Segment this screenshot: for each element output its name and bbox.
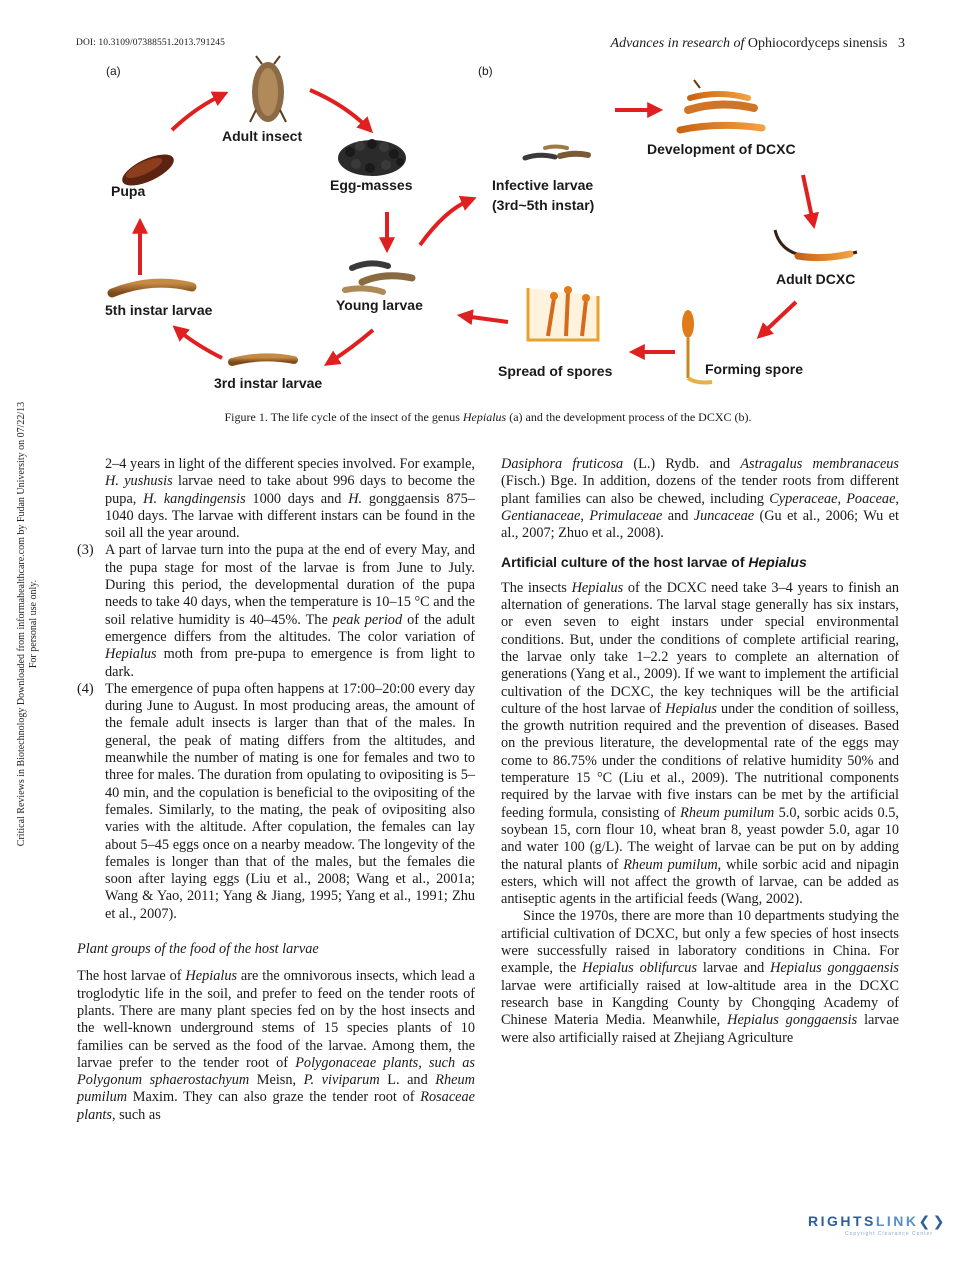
text-segment: and xyxy=(662,507,694,524)
journal-title-italic: Advances in research of xyxy=(610,36,745,51)
figure-caption: Figure 1. The life cycle of the insect of the genus Hepialus (a) and the development process of the DCXC (b). xyxy=(224,410,752,424)
text-segment: Rheum pumilum xyxy=(680,804,775,821)
fifth-instar-larva-icon xyxy=(112,283,192,293)
download-notice-line1: Critical Reviews in Biotechnology Downloaded from informahealthcare.com by Fudan University on 07/22/13 xyxy=(16,401,27,847)
text-segment: larvae need to take about 996 days to become the pupa, xyxy=(105,473,475,507)
young-larvae-icon xyxy=(345,263,412,292)
text-segment: of the DCXC need take 3–4 years to finish an alternation of generations. The larval stage generally has six instars, or even seven to eight instars under special environmental conditions. But, under the conditions of complete artificial rearing, the larvae only take 1–2.2 years to complete an alternation of generations (Yang et al., 2009). If we want to implement the artificial cultivation of the DCXC, the key techniques will be the artificial culture of the host larvae of xyxy=(501,579,899,717)
artificial-culture-paragraph-2 xyxy=(501,908,899,1046)
text-segment: H. yushusis xyxy=(105,473,173,490)
text-segment: Rosaceae plants xyxy=(77,1089,475,1123)
adult-dcxc-icon xyxy=(775,230,857,258)
page-number: 3 xyxy=(898,36,905,51)
arrow-adult-to-forming xyxy=(762,302,796,334)
text-segment: P. viviparum xyxy=(303,1072,380,1089)
young-larvae-label: Young larvae xyxy=(336,297,423,313)
arrow-young-to-infective xyxy=(420,200,470,245)
download-notice xyxy=(16,364,40,884)
arrow-young-to-third xyxy=(330,330,373,362)
fifth-instar-label: 5th instar larvae xyxy=(105,302,213,318)
list-item-3: (3) A part of larvae turn into the pupa at the end of every May, and the pupa stage for most of the larvae is from June to July. During this period, the developmental duration of the pupa needs to take 40 days, when the temperature is 10–15 °C and the soil relative humidity is 40–45%. The peak period of the adult emergence differs from the altitudes. The color variation of Hepialus moth from pre-pupa to emergence is from light to dark. xyxy=(77,542,476,680)
egg-mass-icon xyxy=(338,139,406,176)
arrow-spread-to-young xyxy=(464,316,508,322)
text-segment: H. kangdingensis xyxy=(143,490,246,507)
text-segment: , xyxy=(837,490,847,507)
text-segment: Hepialus xyxy=(665,700,717,717)
third-instar-larva-icon xyxy=(232,357,294,362)
text-segment: of the adult emergence differs from the altitudes. The color variation of xyxy=(105,611,476,645)
text-segment: Juncaceae xyxy=(693,507,755,524)
text-segment: Hepialus oblifurcus xyxy=(582,960,698,977)
list-item-4: (4) The emergence of pupa often happens at 17:00–20:00 every day during June to August. In most producing areas, the amount of the female adult insects is larger than that of the males. In general, the peak of mating differs from the altitudes, and meanwhile the number of mating is one for females and two to three for males. The duration from opulating to ovipositing is 5–40 min, and the copulation is beneficial to the ovipositing of the females. Similarly, to the mating, the peak of ovipositing also varies with the altitude. After copulation, the females can lay about 5–45 eggs once on a nearby meadow. The longevity of the females is longer than that of the males, but the females die soon after laying eggs (Liu et al., 2008; Wang et al., 2001a; Wang & Yao, 2011; Yang & Jiang, 1995; Yang et al., 1991; Zhu et al., 2007). xyxy=(77,680,475,922)
text-segment: Hepialus gonggaensis xyxy=(727,1012,858,1029)
text-segment: Maxim. They can also graze the tender root of xyxy=(127,1089,421,1106)
adult-insect-label: Adult insect xyxy=(222,128,303,144)
text-segment: Meisn, xyxy=(249,1072,304,1089)
text-segment: The emergence of pupa often happens at 17:00–20:00 every day during June to August. In most producing areas, the amount of the female adult insects is larger than that of the males. In general, the peak of mating differs from the altitudes, and meanwhile the number of mating is one for females and two to three for males. The duration from opulating to ovipositing is 5–40 min, and the copulation is beneficial to the ovipositing of the females. Similarly, to the mating, the peak of ovipositing also varies with the altitude. After copulation, the females can lay about 5–45 eggs once on a nearby meadow. The longevity of the females is longer than that of the males, but the females die soon after laying eggs (Liu et al., 2008; Wang et al., 2001a; Wang & Yao, 2011; Yang & Jiang, 1995; Yang et al., 1991; Zhu et al., 2007). xyxy=(105,680,475,922)
spread-spores-label: Spread of spores xyxy=(498,363,613,379)
arrow-third-to-fifth xyxy=(178,330,222,358)
left-column xyxy=(77,456,475,1124)
text-segment: Hepialus gonggaensis xyxy=(770,960,899,977)
text-segment: moth from pre-pupa to emergence is from light to dark. xyxy=(105,646,475,680)
text-segment: , such as xyxy=(111,1106,161,1123)
dcxc-development-icon xyxy=(680,80,762,130)
section-heading: Artificial culture of the host larvae of Hepialus xyxy=(501,554,807,571)
arrow-development-to-adult xyxy=(803,175,813,222)
text-segment: Rheum pumilum xyxy=(77,1072,475,1106)
doi-header: DOI: 10.3109/07388551.2013.791245 xyxy=(76,38,225,48)
text-segment: L. and xyxy=(379,1072,436,1089)
adult-insect-icon xyxy=(250,56,286,122)
plant-groups-paragraph xyxy=(77,968,475,1124)
panel-a-label: (a) xyxy=(106,64,121,78)
infective-larvae-icon xyxy=(525,147,588,159)
subheading-plant-groups: Plant groups of the food of the host larvae xyxy=(77,941,319,958)
text-segment: A part of larvae turn into the pupa at the end of every May, and the pupa stage for most of the larvae is from June to July. During this period, the developmental duration of the pupa needs to take 40 days, when the temperature is 10–15 °C and the soil relative humidity is 40–45%. The xyxy=(105,542,475,628)
text-segment: , xyxy=(895,490,899,507)
text-segment: 2–4 years in light of the different species involved. For example, xyxy=(105,456,475,472)
pupa-label: Pupa xyxy=(111,183,146,199)
egg-masses-label: Egg-masses xyxy=(330,177,413,193)
continued-paragraph-right xyxy=(501,456,899,542)
figure-1-life-cycle xyxy=(0,0,975,400)
download-notice-line2: For personal use only. xyxy=(28,579,39,669)
text-segment: (L.) Rydb. and xyxy=(623,456,741,472)
right-column xyxy=(501,456,899,1047)
text-segment: are the omnivorous insects, which lead a troglodytic life in the soil, and prefer to feed on the tender roots of plants. There are many plant species fed on by the host insects and the well-known underground stems of 15 species plants of 10 families can be served as the food of the larvae. Among them, the larvae prefer to the tender root of xyxy=(77,968,475,1071)
text-segment: Rheum pumilum xyxy=(623,856,718,873)
infective-larvae-label: Infective larvae xyxy=(492,177,594,193)
text-segment: The host larvae of xyxy=(77,968,186,985)
dcxc-development-label: Development of DCXC xyxy=(647,141,796,157)
text-segment: Cyperaceae xyxy=(769,490,838,507)
continued-paragraph xyxy=(77,456,475,542)
text-segment: (Fisch.) Bge. In addition, dozens of the tender roots from different plant families can also be chewed, including xyxy=(501,473,899,507)
text-segment: Dasiphora fruticosa xyxy=(501,456,624,472)
text-segment: The insects xyxy=(501,579,572,596)
text-segment: Primulaceae xyxy=(589,507,663,524)
arrow-pupa-to-adult xyxy=(172,95,222,130)
third-instar-label: 3rd instar larvae xyxy=(214,375,323,391)
text-segment: larvae and xyxy=(697,960,771,977)
text-segment: , xyxy=(580,507,590,524)
rightslink-logo[interactable]: RIGHTSLINK❮❯ xyxy=(807,1213,947,1229)
text-segment: peak period xyxy=(332,611,403,628)
artificial-culture-paragraph-1 xyxy=(501,580,899,909)
text-segment: larvae were also artificially raised at Zhejiang Agriculture xyxy=(501,1012,899,1046)
text-segment: 1000 days and xyxy=(245,490,349,507)
infective-instar-label: (3rd~5th instar) xyxy=(492,197,595,213)
text-segment: Astragalus membranaceus xyxy=(740,456,899,472)
text-segment: 5.0, sorbic acids 0.5, soybean 15, corn flour 10, wheat bran 8, yeast powder 5.0, agar 10 and water 100 (g/L). The weight of larvae can be put on by adding the natural plants of xyxy=(501,804,899,873)
text-segment: Hepialus xyxy=(105,646,157,663)
text-segment: Poaceae xyxy=(846,490,896,507)
text-segment: Hepialus xyxy=(571,579,624,596)
forming-spore-label: Forming spore xyxy=(705,361,804,377)
text-segment: gonggaensis 875–1040 days. The larvae with different instars can be found in the soil all the year around. xyxy=(105,490,475,542)
text-segment: larvae were artificially raised at low-altitude area in the DCXC research base in Kangding County by Chongqing Academy of Chinese Materia Media. Meanwhile, xyxy=(501,977,899,1029)
text-segment: Since the 1970s, there are more than 10 departments studying the artificial cultivation of DCXC, but only a few species of host insects were successfully raised in laboratory conditions in China. For example, the xyxy=(501,908,899,977)
text-segment: Gentianaceae xyxy=(501,507,581,524)
text-segment: Hepialus xyxy=(185,968,238,985)
rightslink-subtitle: Copyright Clearance Center xyxy=(845,1231,933,1237)
text-segment: Polygonaceae plants, such as Polygonum sphaerostachyum xyxy=(77,1054,475,1089)
adult-dcxc-label: Adult DCXC xyxy=(776,271,856,287)
journal-title-rest: Ophiocordyceps sinensis xyxy=(747,36,888,51)
text-segment: under the condition of soilless, the growth nutrition required and the prevention of diseases. Based on the previous literature, the developmental rate of the eggs may come to 86.75% under the conditions of relative humidity 50% and temperature 15 °C (Liu et al., 2009). The nutritional components required by the larvae with five instars can be met by the artificial feeding formula, consisting of xyxy=(501,700,899,821)
text-segment: , while sorbic acid and nipagin esters, which will not affect the growth of larvae, can be added as antiseptic agents in the artificial feeds (Wang, 2002). xyxy=(501,856,899,908)
panel-b-label: (b) xyxy=(478,64,493,78)
spread-spores-icon xyxy=(528,286,598,340)
text-segment: (Gu et al., 2006; Wu et al., 2007; Zhuo et al., 2008). xyxy=(501,507,899,542)
text-segment: H. xyxy=(348,490,363,507)
arrow-adult-to-egg xyxy=(310,90,368,128)
